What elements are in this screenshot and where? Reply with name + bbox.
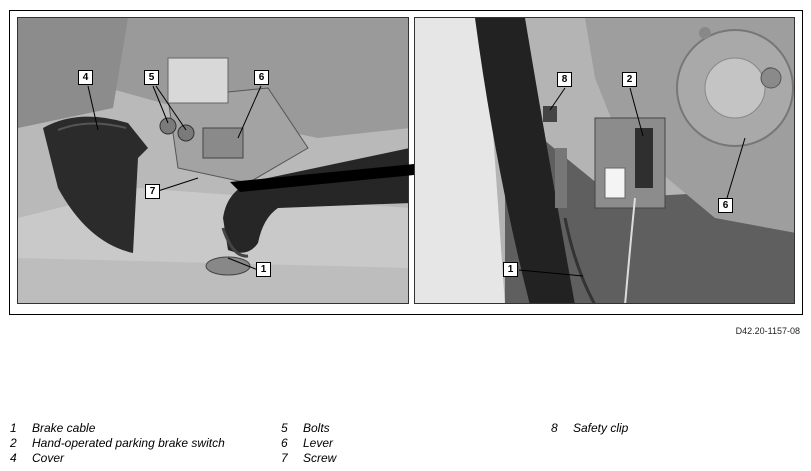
- legend-number: 4: [10, 451, 17, 465]
- legend-label: Screw: [303, 451, 337, 465]
- legend-number: 7: [281, 451, 288, 465]
- legend-number: 5: [281, 421, 288, 435]
- callout-7: 7: [145, 184, 160, 199]
- legend-number: 2: [10, 436, 17, 450]
- callout-6-right: 6: [718, 198, 733, 213]
- callout-6-left: 6: [254, 70, 269, 85]
- photo-right-illustration: [415, 18, 795, 304]
- figure-reference-code: D42.20-1157-08: [735, 326, 800, 336]
- legend-number: 1: [10, 421, 17, 435]
- legend-label: Brake cable: [32, 421, 96, 435]
- callout-1-right: 1: [503, 262, 518, 277]
- legend-label: Hand-operated parking brake switch: [32, 436, 225, 450]
- callout-8: 8: [557, 72, 572, 87]
- legend-label: Bolts: [303, 421, 330, 435]
- callout-4: 4: [78, 70, 93, 85]
- legend-label: Cover: [32, 451, 65, 465]
- legend-number: 8: [551, 421, 558, 435]
- legend-label: Lever: [303, 436, 334, 450]
- callout-5: 5: [144, 70, 159, 85]
- legend-number: 6: [281, 436, 288, 450]
- callout-1-left: 1: [256, 262, 271, 277]
- callout-2: 2: [622, 72, 637, 87]
- photo-right: [414, 17, 795, 304]
- legend-label: Safety clip: [573, 421, 629, 435]
